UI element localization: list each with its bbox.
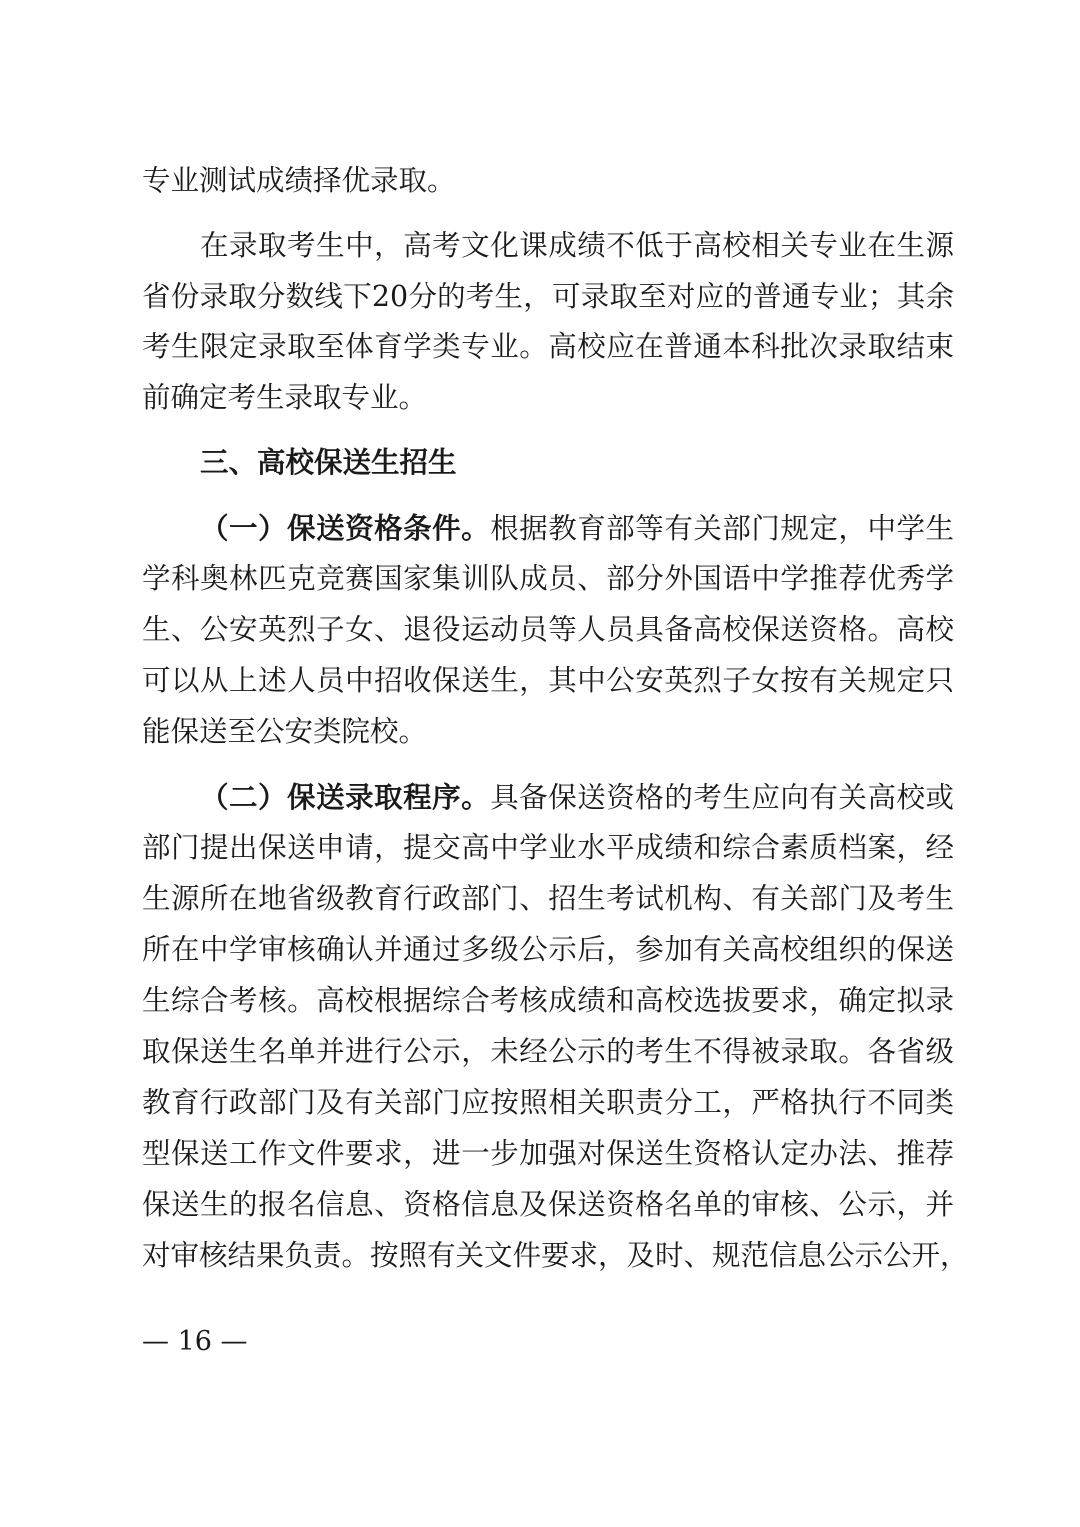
text-line: 保送生的报名信息、资格信息及保送资格名单的审核、公示，并 [142,1188,954,1221]
subsection-lead: （二）保送录取程序。 [200,780,491,814]
text-line: 部门提出保送申请，提交高中学业水平成绩和综合素质档案，经 [142,831,954,864]
section-heading: 三、高校保送生招生 [200,446,457,479]
text-line: 在录取考生中，高考文化课成绩不低于高校相关专业在生源 [200,229,954,262]
text-line: 所在中学审核确认并通过多级公示后，参加有关高校组织的保送 [142,933,954,966]
text-line: 型保送工作文件要求，进一步加强对保送生资格认定办法、推荐 [142,1137,954,1170]
text-line: 考生限定录取至体育学类专业。高校应在普通本科批次录取结束 [142,330,954,363]
subsection-lead: （一）保送资格条件。 [200,511,491,545]
text-line: 学科奥林匹克竞赛国家集训队成员、部分外国语中学推荐优秀学 [142,562,954,595]
text-span: 根据教育部等有关部门规定，中学生 [490,512,954,545]
text-line: 取保送生名单并进行公示，未经公示的考生不得被录取。各省级 [142,1035,954,1068]
text-line: 省份录取分数线下20分的考生，可录取至对应的普通专业；其余 [142,280,954,313]
text-line: 生源所在地省级教育行政部门、招生考试机构、有关部门及考生 [142,882,954,915]
subsection-first-line [200,775,954,819]
text-line: 生、公安英烈子女、退役运动员等人员具备高校保送资格。高校 [142,613,954,646]
subsection-first-line [200,506,954,550]
page-number: — 16 — [142,1326,248,1357]
text-line: 生综合考核。高校根据综合考核成绩和高校选拔要求，确定拟录 [142,984,954,1017]
text-line: 教育行政部门及有关部门应按照相关职责分工，严格执行不同类 [142,1086,954,1119]
text-line: 能保送至公安类院校。 [142,715,428,748]
text-span: 具备保送资格的考生应向有关高校或 [490,781,954,814]
text-line: 可以从上述人员中招收保送生，其中公安英烈子女按有关规定只 [142,664,954,697]
text-line: 专业测试成绩择优录取。 [142,164,456,197]
text-line: 前确定考生录取专业。 [142,381,428,414]
text-line: 对审核结果负责。按照有关文件要求，及时、规范信息公示公开， [142,1239,969,1272]
